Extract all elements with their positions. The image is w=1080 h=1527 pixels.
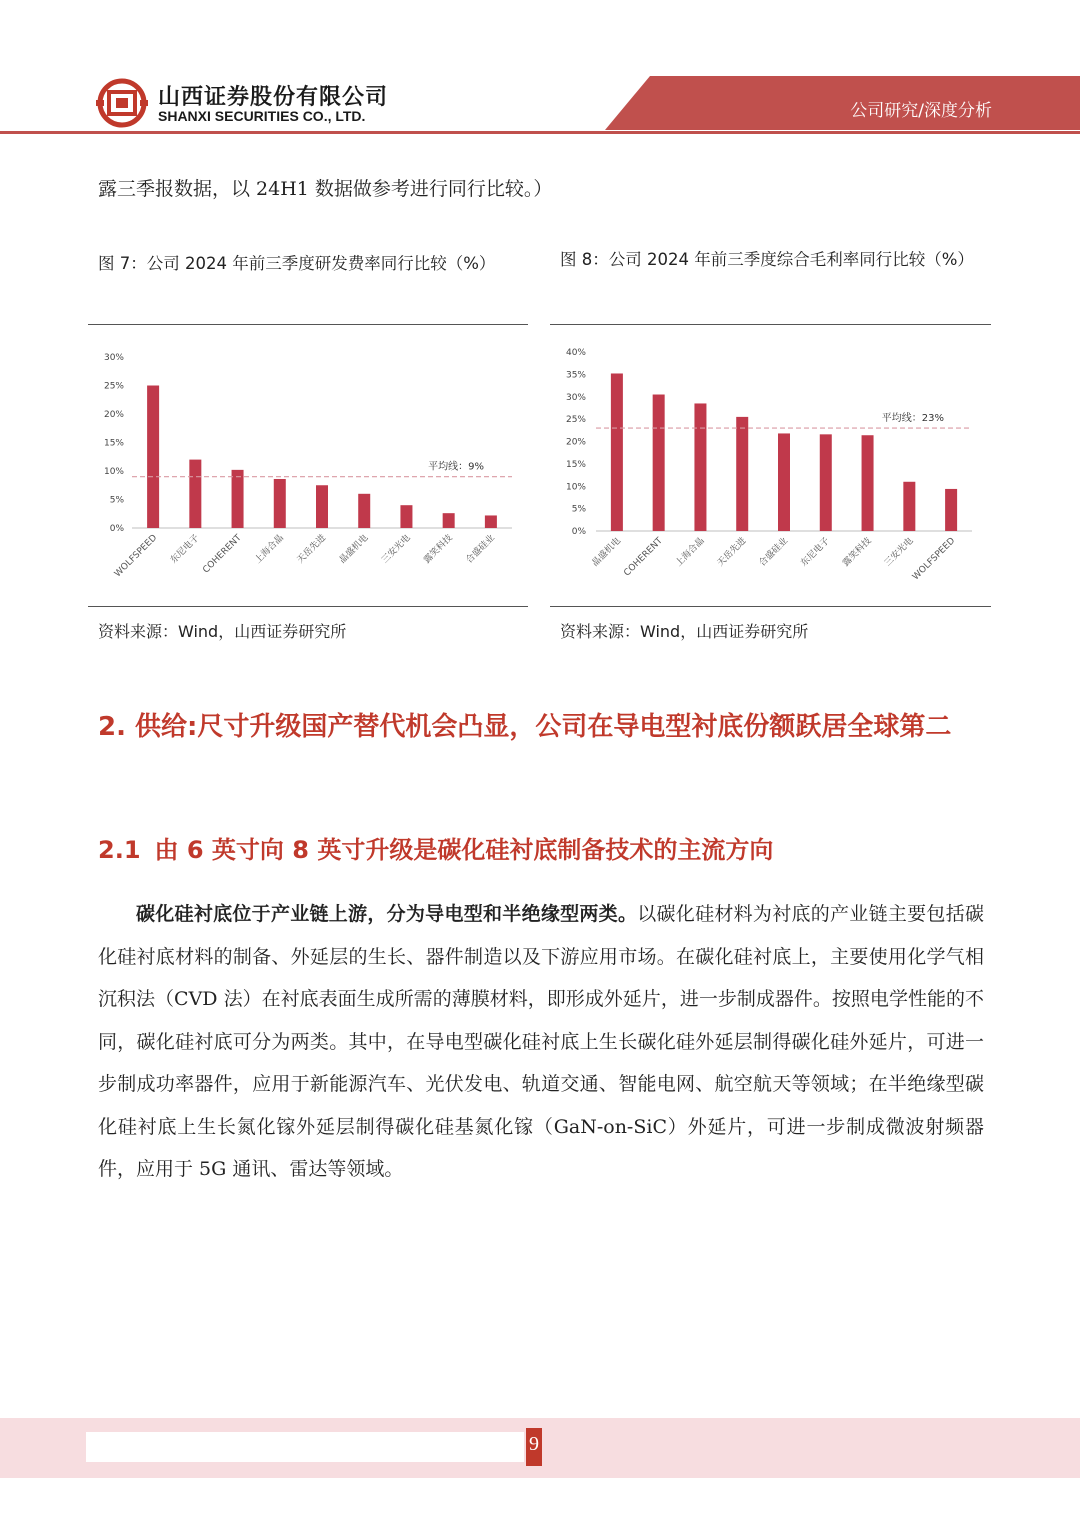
figure-8-chart: [550, 330, 991, 608]
average-label: 平均线：9%: [428, 461, 484, 473]
footer-blank: [86, 1432, 524, 1462]
bar: [903, 482, 915, 531]
y-tick-label: 40%: [565, 348, 586, 358]
bar: [694, 403, 706, 531]
bar: [653, 395, 665, 531]
paragraph-lead: 碳化硅衬底位于产业链上游，分为导电型和半绝缘型两类。: [136, 903, 638, 925]
figure-7-title: 图 7：公司 2024 年前三季度研发费率同行比较（%）: [98, 254, 496, 273]
y-tick-label: 5%: [571, 504, 586, 515]
intro-text: 露三季报数据，以 24H1 数据做参考进行同行比较。）: [98, 178, 553, 200]
x-tick-label: 合盛硅业: [757, 536, 791, 569]
bar: [778, 433, 790, 531]
x-tick-label: 东尼电子: [168, 533, 202, 566]
bar: [611, 373, 623, 531]
figure-7-top-rule: [88, 324, 528, 325]
figure-8-source: 资料来源：Wind，山西证券研究所: [560, 622, 809, 641]
bar: [274, 479, 286, 528]
header-banner: [0, 0, 1080, 150]
x-tick-label: 晶盛机电: [590, 536, 624, 569]
y-tick-label: 10%: [103, 467, 124, 477]
bar: [147, 386, 159, 529]
figure-8-title: 图 8：公司 2024 年前三季度综合毛利率同行比较（%）: [560, 250, 974, 269]
y-tick-label: 15%: [103, 438, 124, 449]
y-tick-label: 15%: [565, 459, 586, 470]
x-tick-label: WOLFSPEED: [910, 536, 958, 583]
bar: [358, 494, 370, 528]
x-tick-label: 三安光电: [882, 536, 916, 569]
bar: [945, 489, 957, 531]
x-tick-label: 东尼电子: [799, 536, 832, 569]
x-tick-label: 露笑科技: [841, 536, 874, 569]
x-tick-label: 合盛硅业: [464, 533, 498, 566]
average-label: 平均线：23%: [881, 413, 944, 425]
y-tick-label: 30%: [103, 353, 124, 363]
report-type: 公司研究/深度分析: [850, 101, 992, 121]
section-heading: 2. 供给:尺寸升级国产替代机会凸显，公司在导电型衬底份额跃居全球第二: [98, 712, 952, 742]
chart-gross-margin: [550, 330, 991, 604]
bar: [736, 417, 748, 531]
x-tick-label: 上海合晶: [674, 536, 707, 569]
y-tick-label: 0%: [571, 527, 586, 537]
y-tick-label: 25%: [565, 415, 586, 426]
y-tick-label: 10%: [565, 482, 586, 493]
figure-8-top-rule: [550, 324, 991, 325]
y-tick-label: 0%: [109, 524, 124, 534]
y-tick-label: 25%: [103, 381, 124, 392]
x-tick-label: 露笑科技: [422, 533, 455, 566]
body-paragraph: [98, 893, 984, 1191]
company-name-cn: 山西证券股份有限公司: [158, 85, 389, 110]
x-tick-label: 天岳先进: [295, 533, 329, 566]
bar: [232, 470, 244, 528]
x-tick-label: 三安光电: [380, 533, 413, 566]
y-tick-label: 5%: [109, 495, 124, 506]
bar: [400, 505, 412, 528]
y-tick-label: 20%: [565, 437, 586, 448]
x-tick-label: 晶盛机电: [337, 533, 371, 566]
figure-7-source: 资料来源：Wind，山西证券研究所: [98, 622, 347, 641]
figure-7-chart: [88, 330, 528, 608]
company-logo-icon: [96, 78, 152, 128]
y-tick-label: 20%: [103, 410, 124, 420]
subsection-number: 2.1: [98, 836, 141, 864]
company-name-en: SHANXI SECURITIES CO., LTD.: [158, 108, 366, 124]
subsection-title: 由 6 英寸向 8 英寸升级是碳化硅衬底制备技术的主流方向: [154, 836, 774, 864]
x-tick-label: WOLFSPEED: [112, 533, 160, 580]
subsection-heading: [98, 830, 773, 865]
y-tick-label: 35%: [565, 370, 586, 381]
y-tick-label: 30%: [565, 392, 586, 403]
paragraph-body: 以碳化硅材料为衬底的产业链主要包括碳化硅衬底材料的制备、外延层的生长、器件制造以及下游应用市场。在碳化硅衬底上，主要使用化学气相沉积法（CVD 法）在衬底表面生成所需的薄膜材料，即形成外延片，进一步制成器件。按照电学性能的不同，碳化硅衬底可分为两类。其中，在导电型碳化硅衬底上生长碳化硅外延层制得碳化硅外延片，可进一步制成功率器件，应用于新能源汽车、光伏发电、轨道交通、智能电网、航空航天等领域；在半绝缘型碳化硅衬底上生长氮化镓外延层制得碳化硅基氮化镓（GaN-on-SiC）外延片，可进一步制成微波射频器件，应用于 5G 通讯、雷达等领域。: [98, 903, 984, 1180]
bar: [820, 434, 832, 531]
bar: [189, 460, 201, 528]
x-tick-label: 上海合晶: [253, 533, 286, 566]
bar: [316, 485, 328, 528]
bar: [443, 513, 455, 528]
page-header: [0, 0, 1080, 150]
x-tick-label: COHERENT: [622, 536, 665, 579]
x-tick-label: COHERENT: [201, 533, 244, 576]
bar: [485, 515, 497, 528]
chart-rd-expense-ratio: [88, 330, 528, 604]
bar: [862, 435, 874, 531]
x-tick-label: 天岳先进: [715, 536, 749, 569]
page-number: 9: [529, 1433, 539, 1455]
